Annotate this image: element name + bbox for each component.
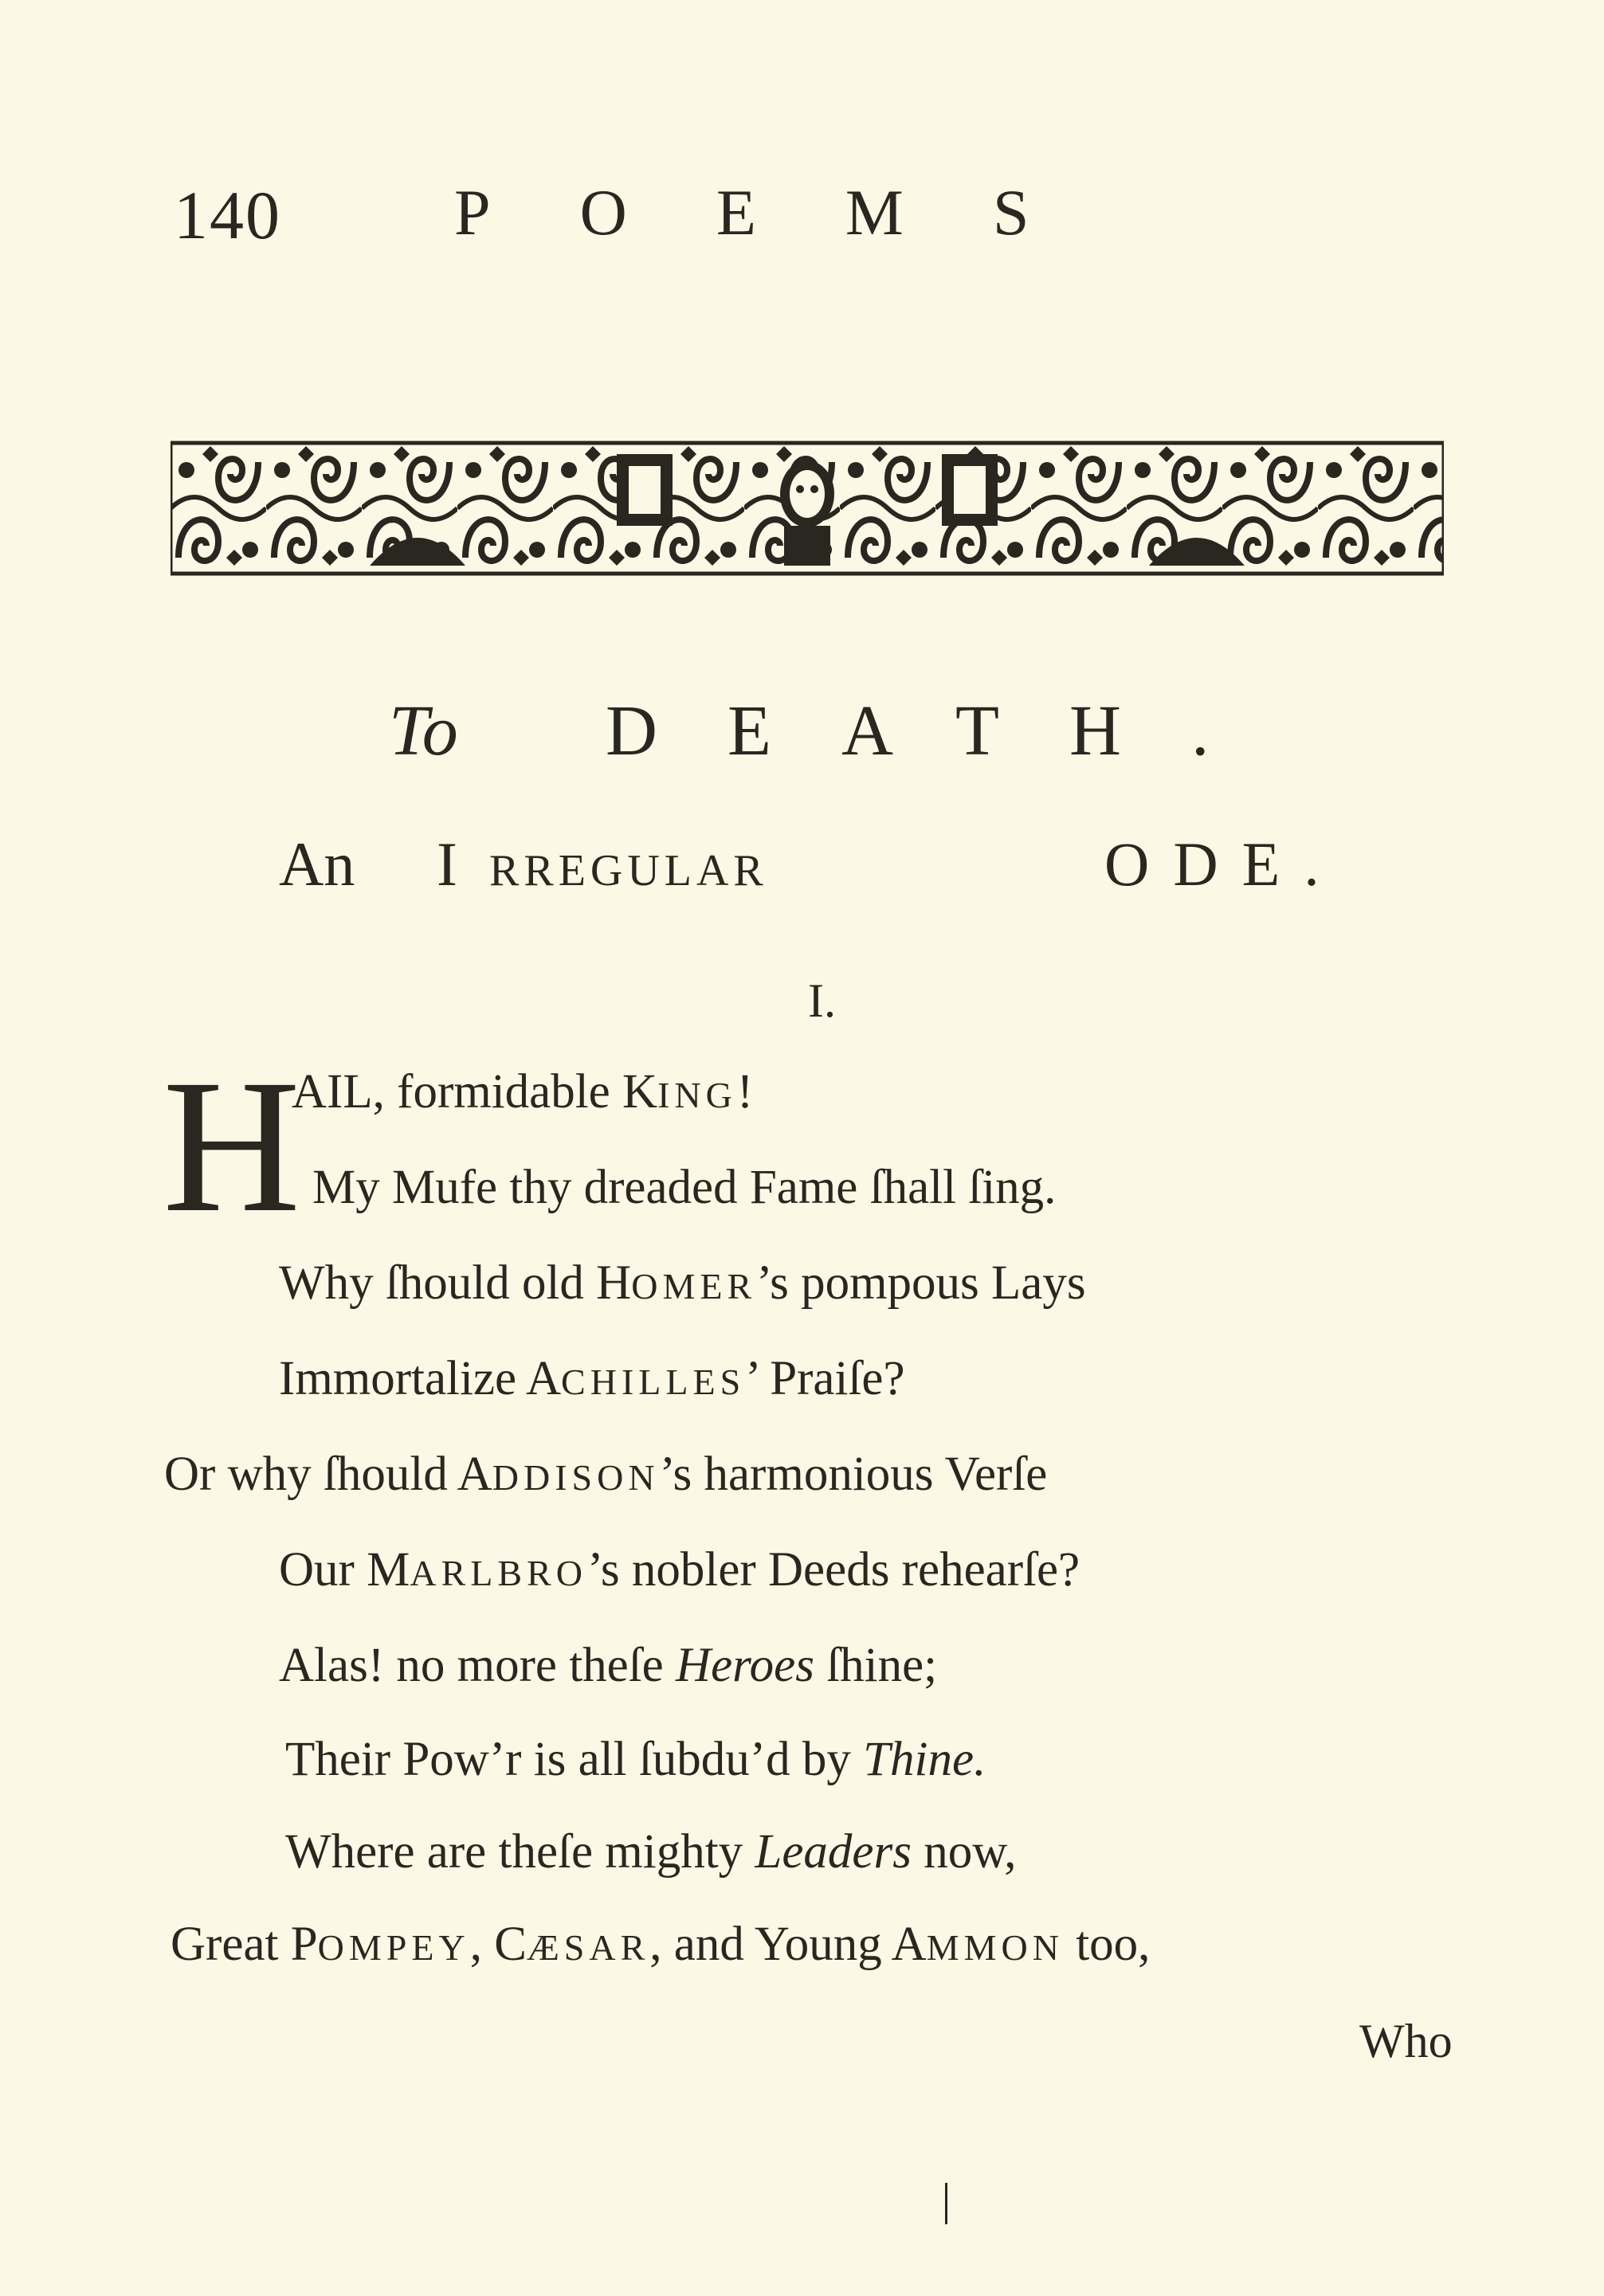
text: K	[622, 1065, 658, 1119]
running-title-letter: P	[454, 176, 491, 249]
poem-line	[279, 1543, 1080, 1597]
text: too,	[1063, 1918, 1151, 1971]
text: ,	[469, 1918, 495, 1971]
text: Our	[279, 1543, 367, 1597]
text: ’s harmonious Verſe	[659, 1448, 1048, 1501]
text: ’s nobler Deeds rehearſe?	[586, 1543, 1080, 1597]
italic-text: Leaders	[755, 1825, 912, 1879]
small-caps: ÆSAR	[526, 1927, 650, 1968]
poem-line	[164, 1450, 1047, 1499]
running-title-letter: O	[579, 176, 627, 249]
italic-text: Heroes	[676, 1639, 814, 1692]
small-caps: CHILLES	[561, 1362, 746, 1402]
text: ’ Praiſe?	[745, 1352, 905, 1405]
page-number: 140	[174, 177, 281, 253]
headpiece-ornament	[171, 438, 1444, 578]
text: C	[494, 1918, 527, 1971]
running-title	[454, 175, 1029, 250]
small-caps: MMON	[926, 1927, 1064, 1968]
page-mark	[945, 2183, 947, 2224]
text: A	[457, 1448, 492, 1501]
text: ’s pompous Lays	[756, 1256, 1086, 1310]
text: Immortalize	[279, 1352, 526, 1405]
poem-line	[279, 1641, 937, 1690]
poem-line	[285, 1825, 1017, 1879]
small-caps: ARLBRO	[410, 1553, 587, 1593]
text: Where are theſe mighty	[285, 1825, 755, 1879]
poem-line	[285, 1735, 986, 1784]
poem-line	[171, 1920, 1150, 1969]
running-title-letter: S	[992, 176, 1029, 249]
italic-text: Thine.	[863, 1733, 986, 1786]
text: , and Young	[649, 1918, 892, 1971]
running-title-letter: E	[716, 176, 756, 249]
catchword: Who	[1359, 2015, 1453, 2067]
poem-title	[0, 690, 1604, 778]
small-caps: OMER	[631, 1266, 757, 1307]
running-title-letter: M	[845, 176, 904, 249]
subtitle-irregular	[437, 829, 768, 900]
subtitle-an: An	[279, 829, 355, 899]
text: H	[596, 1256, 632, 1310]
text: M	[367, 1543, 410, 1597]
title-word: DEATH.	[606, 692, 1280, 770]
small-caps: ING	[657, 1075, 737, 1115]
text: Why ſhould old	[279, 1256, 597, 1310]
text: My Mufe thy dreaded Fame ſhall ſing.	[312, 1161, 1057, 1214]
running-head	[0, 175, 1604, 263]
text: Great	[171, 1918, 291, 1971]
text: ſhine;	[814, 1639, 938, 1692]
small-caps: OMPEY	[317, 1927, 470, 1968]
subtitle-irregular-rest: RREGULAR	[488, 846, 768, 895]
text: Their Pow’r is all ſubdu’d by	[285, 1733, 864, 1786]
text: A	[891, 1918, 927, 1971]
poem-line	[312, 1163, 1056, 1212]
poem-line	[279, 1256, 1086, 1310]
text: P	[290, 1918, 318, 1971]
title-prefix: To	[389, 692, 458, 770]
text: Alas! no more theſe	[279, 1639, 677, 1692]
poem-subtitle	[0, 829, 1604, 908]
text: AIL, formidable	[292, 1065, 622, 1119]
text: A	[525, 1352, 562, 1405]
subtitle-ode: ODE.	[1104, 829, 1343, 899]
subtitle-irregular-initial: I	[437, 829, 489, 899]
poem-line	[292, 1065, 754, 1119]
poem-line	[279, 1354, 905, 1403]
text: now,	[911, 1825, 1017, 1879]
drop-cap: H	[163, 1040, 301, 1252]
text: Or why ſhould	[164, 1448, 457, 1501]
small-caps: DDISON	[492, 1457, 660, 1498]
stanza-number: I.	[808, 974, 836, 1027]
text: !	[736, 1065, 754, 1119]
